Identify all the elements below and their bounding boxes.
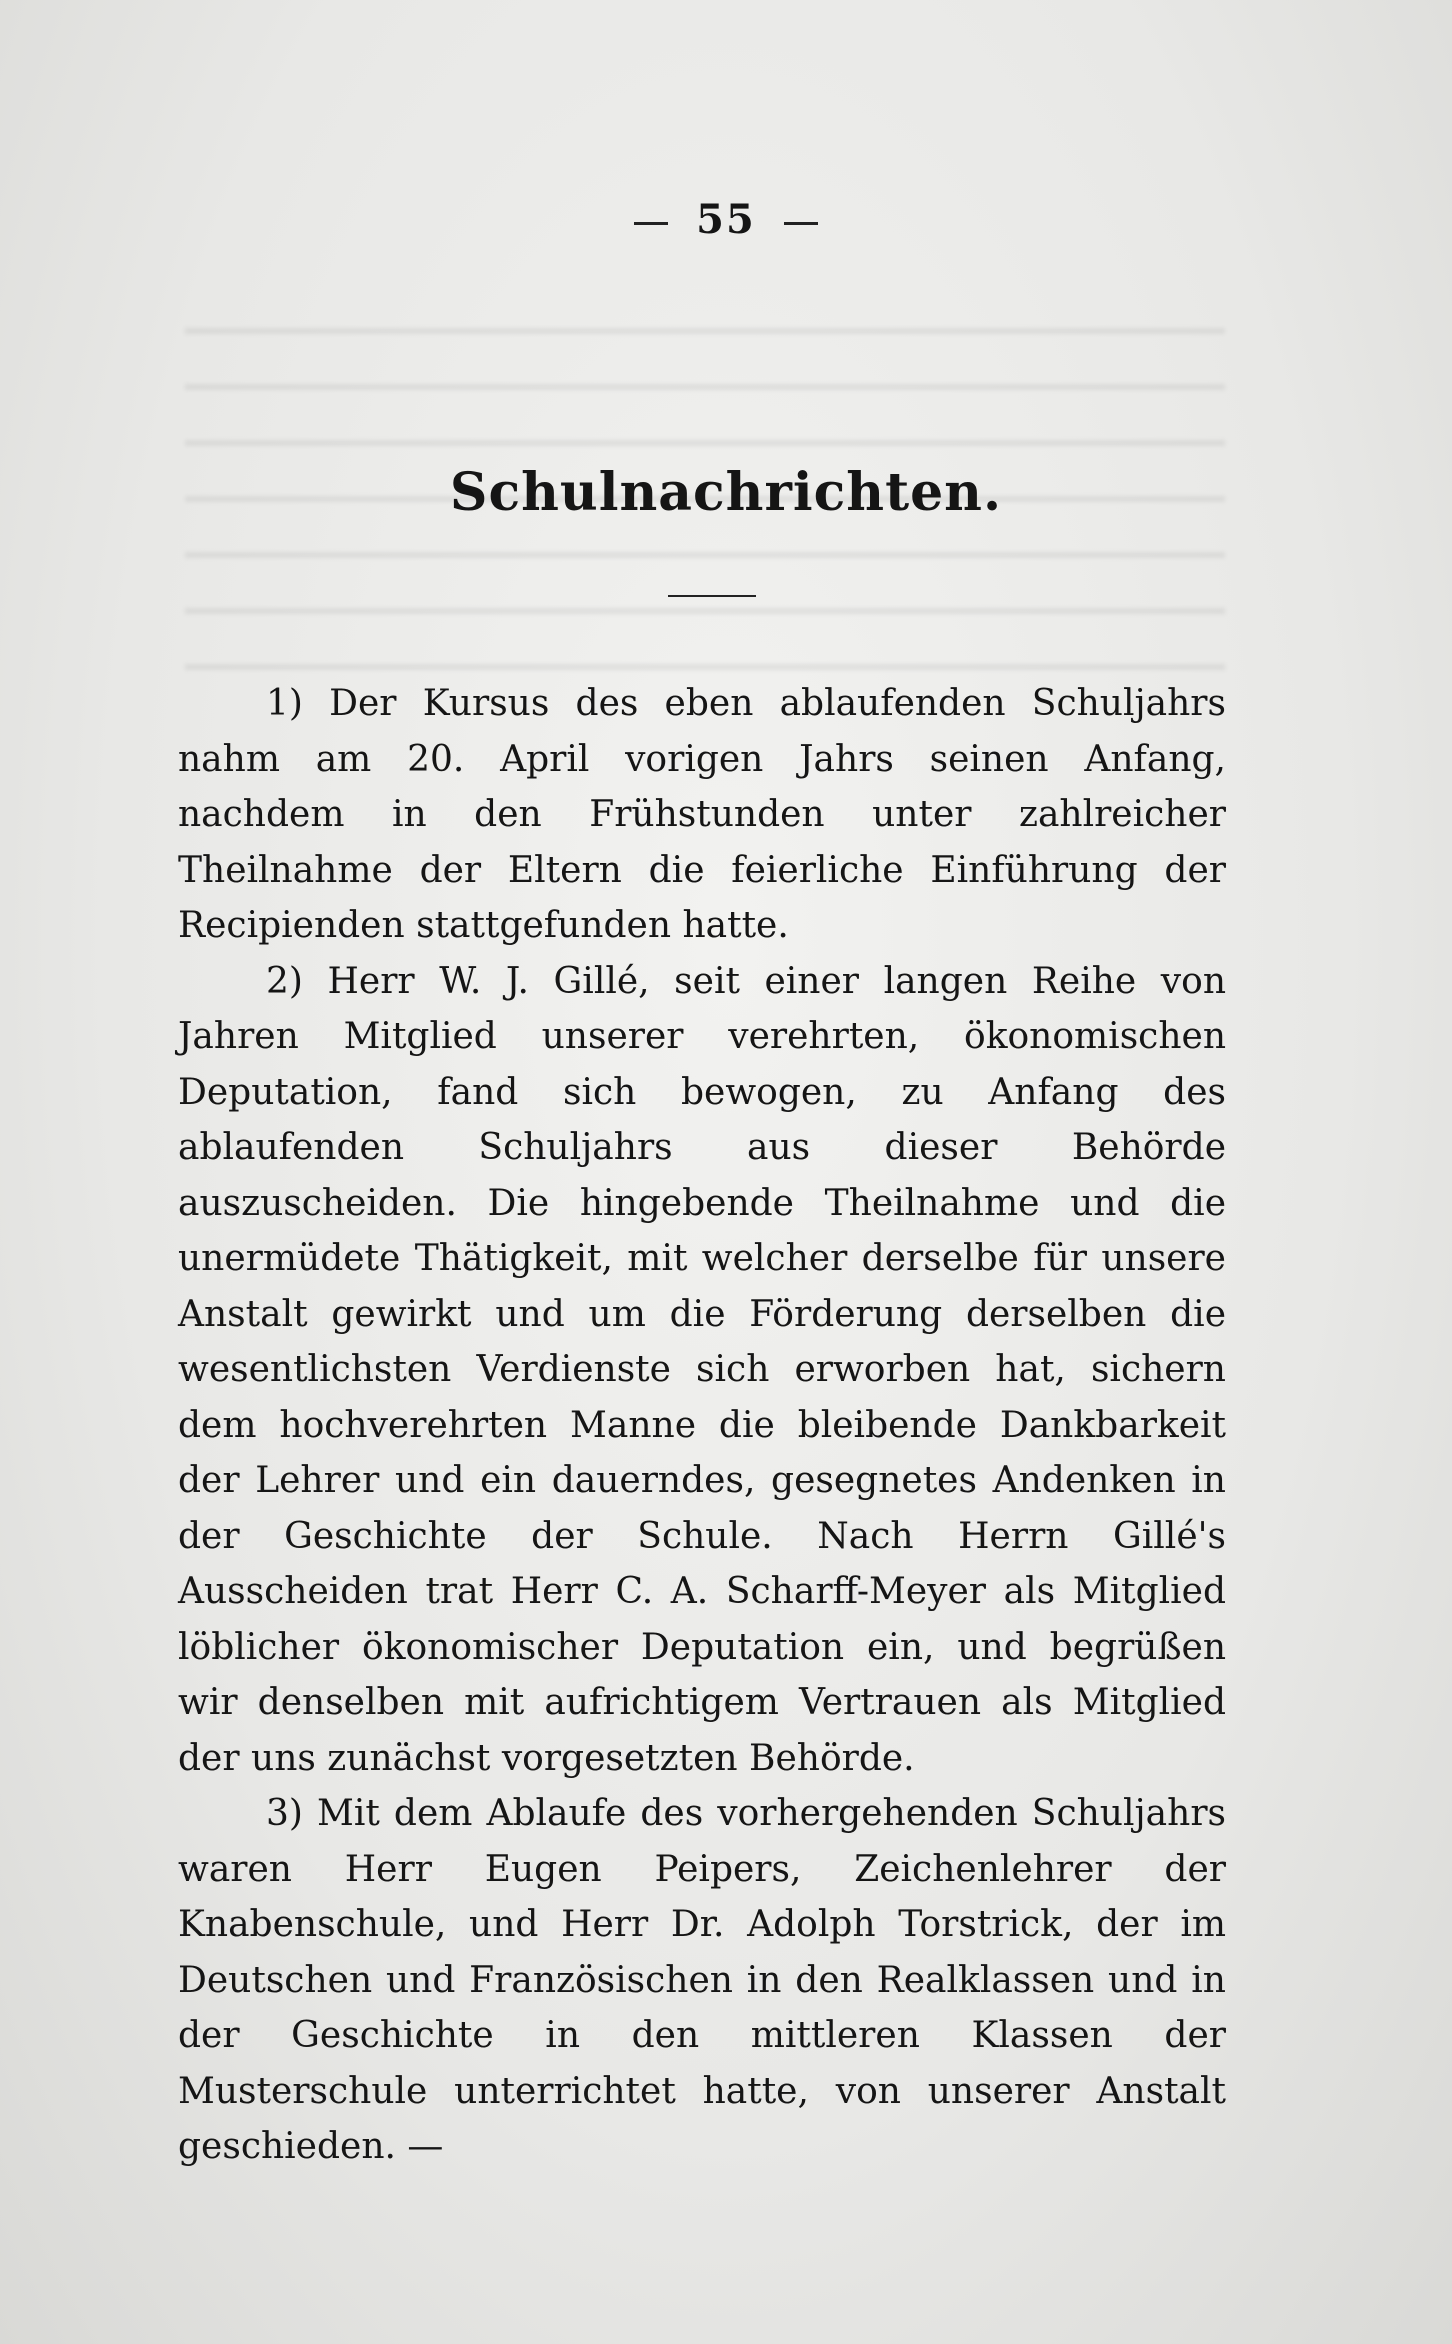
title-divider (668, 595, 756, 597)
paragraph-1: 1) Der Kursus des eben ablaufenden Schuljahrs nahm am 20. April vorigen Jahrs seinen Anfang, nachdem in den Frühstunden unter zahlreicher Theilnahme der Eltern die feierliche Einführung der Recipienden stattgefunden hatte. (178, 683, 1226, 946)
paragraph-3: 3) Mit dem Ablaufe des vorhergehenden Schuljahrs waren Herr Eugen Peipers, Zeichenlehrer der Knabenschule, und Herr Dr. Adolph Torstrick, der im Deutschen und Französischen in den Realklassen und in der Geschichte in den mittleren Klassen der Musterschule unterrichtet hatte, von unserer Anstalt geschieden. — (178, 1793, 1226, 2167)
page-number: 55 (696, 196, 756, 243)
page-title: Schulnachrichten. (449, 462, 1003, 523)
paragraph-2: 2) Herr W. J. Gillé, seit einer langen Reihe von Jahren Mitglied unserer verehrten, ökonomischen Deputation, fand sich bewogen, zu Anfang des ablaufenden Schuljahrs aus dieser Behörde auszuscheiden. Die hingebende Theilnahme und die unermüdete Thätigkeit, mit welcher derselbe für unsere Anstalt gewirkt und um die Förderung derselben die wesentlichsten Verdienste sich erworben hat, sichern dem hochverehrten Manne die bleibende Dankbarkeit der Lehrer und ein dauerndes, gesegnetes Andenken in der Geschichte der Schule. Nach Herrn Gillé's Ausscheiden trat Herr C. A. Scharff-Meyer als Mitglied löblicher ökonomischer Deputation ein, und begrüßen wir denselben mit aufrichtigem Vertrauen als Mitglied der uns zunächst vorgesetzten Behörde. (178, 960, 1226, 1779)
body-text (178, 676, 1226, 2175)
header-dash-left (634, 222, 668, 225)
page-header (0, 196, 1452, 243)
header-dash-right (784, 222, 818, 225)
